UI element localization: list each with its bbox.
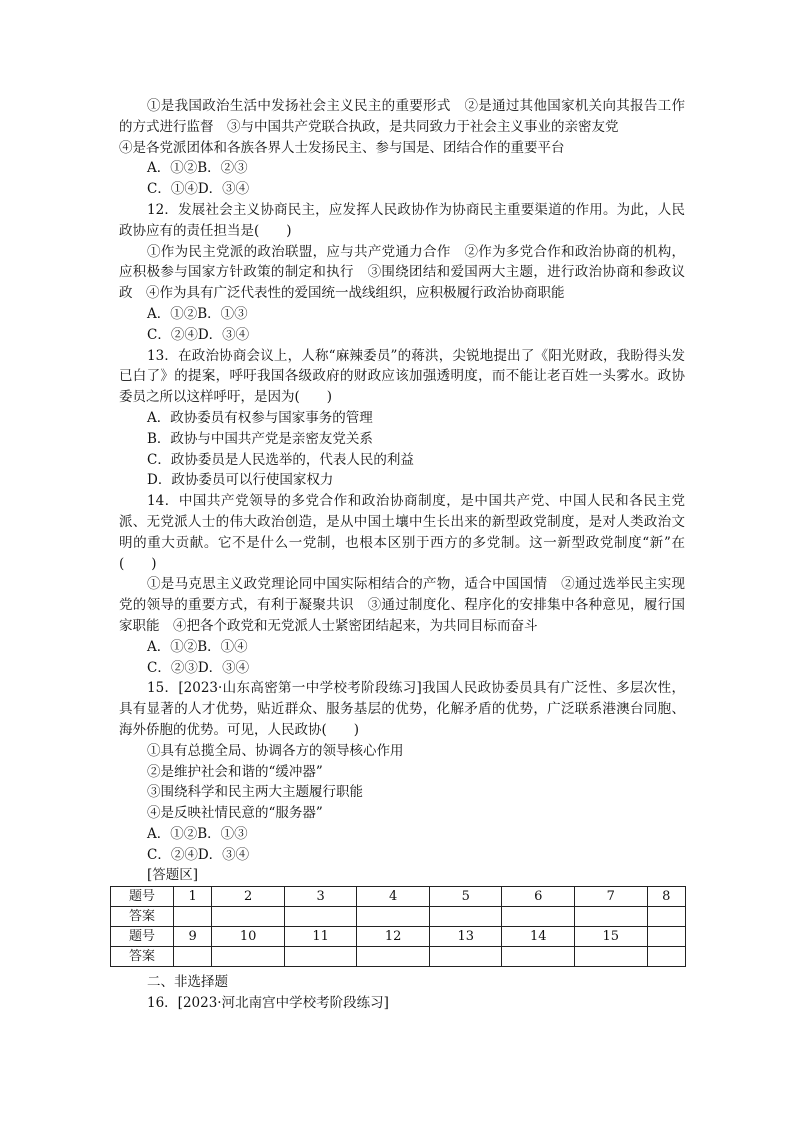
q14-statements: ①是马克思主义政党理论同中国实际相结合的产物，适合中国国情 ②通过选举民主实现党的领导的重要方式，有利于凝聚共识 ③通过制度化、程序化的安排集中各种意见，履行国家职能 ④把各个政党和无党派人士紧密团结起来，为共同目标而奋斗 [119,576,685,634]
answer-header: 答案 [111,947,174,967]
answer-cell[interactable] [647,907,685,927]
q14-options-ab: A．①②B．①④ [147,638,248,655]
answer-cell[interactable] [174,907,212,927]
question-number-cell: 8 [647,887,685,907]
answer-cell[interactable] [429,907,502,927]
answer-cell[interactable] [284,907,357,927]
q11-statement-4: ④是各党派团体和各族各界人士发扬民主、参与国是、团结合作的重要平台 [119,139,565,156]
question-number-cell: 12 [357,927,430,947]
answer-cell[interactable] [575,947,648,967]
q14-stem: 14．中国共产党领导的多党合作和政治协商制度，是中国共产党、中国人民和各民主党派、无党派人士的伟大政治创造，是从中国土壤中生长出来的新型政党制度，是对人类政治文明的重大贡献。它不是什么一党制，也根本区别于西方的多党制。这一新型政党制度“新”在( ) [119,493,685,572]
q11-options-ab: A．①②B．②③ [147,160,248,177]
q15-statement-4: ④是反映社情民意的“服务器” [147,805,323,822]
table-row [111,927,686,947]
question-number-cell: 7 [575,887,648,907]
q15-statement-3: ③围绕科学和民主两大主题履行职能 [147,784,363,801]
question-number-header: 题号 [111,887,174,907]
q13-option-b: B．政协与中国共产党是亲密友党关系 [147,430,373,447]
question-number-cell: 11 [284,927,357,947]
question-number-cell: 13 [429,927,502,947]
question-number-cell: 15 [575,927,648,947]
q15-options-ab: A．①②B．①③ [147,825,248,842]
table-row [111,947,686,967]
question-number-cell: 5 [429,887,502,907]
answer-header: 答案 [111,907,174,927]
q15-statement-2: ②是维护社会和谐的“缓冲器” [147,763,323,780]
q12-options-cd: C．②④D．③④ [147,326,250,343]
question-number-cell: 9 [174,927,212,947]
question-number-cell [647,927,685,947]
answer-cell[interactable] [429,947,502,967]
q13-option-a: A．政协委员有权参与国家事务的管理 [147,409,373,426]
question-number-cell: 1 [174,887,212,907]
answer-table [110,886,686,967]
q15-options-cd: C．②④D．③④ [147,846,250,863]
q11-statements: ①是我国政治生活中发扬社会主义民主的重要形式 ②是通过其他国家机关向其报告工作的方式进行监督 ③与中国共产党联合执政，是共同致力于社会主义事业的亲密友党 [119,98,685,135]
answer-cell[interactable] [502,947,575,967]
answer-cell[interactable] [575,907,648,927]
question-body [119,96,685,886]
q12-stem: 12．发展社会主义协商民主，应发挥人民政协作为协商民主重要渠道的作用。为此，人民政协应有的责任担当是( ) [119,201,685,239]
answer-cell[interactable] [357,947,430,967]
q13-stem: 13．在政治协商会议上，人称“麻辣委员”的蒋洪，尖锐地提出了《阳光财政，我盼得头发已白了》的提案，呼吁我国各级政府的财政应该加强透明度，而不能让老百姓一头雾水。政协委员之所以这样呼吁，是因为( ) [119,347,685,406]
section-title: 二、非选择题 [147,974,228,990]
question-number-cell: 14 [502,927,575,947]
q14-options-cd: C．②③D．③④ [147,659,250,676]
answer-area-label: [答题区] [147,867,199,884]
answer-cell[interactable] [212,947,285,967]
q12-statements: ①作为民主党派的政治联盟，应与共产党通力合作 ②作为多党合作和政治协商的机构，应积极参与国家方针政策的制定和执行 ③围绕团结和爱国两大主题，进行政治协商和参政议政 ④作为具有广泛代表性的爱国统一战线组织，应积极履行政治协商职能 [119,243,685,302]
question-number-cell: 2 [212,887,285,907]
q13-option-c: C．政协委员是人民选举的，代表人民的利益 [147,451,414,468]
table-row [111,887,686,907]
answer-cell[interactable] [647,947,685,967]
table-row [111,907,686,927]
answer-cell[interactable] [284,947,357,967]
q12-options-ab: A．①②B．①③ [147,305,248,322]
q15-statement-1: ①具有总揽全局、协调各方的领导核心作用 [147,742,404,759]
answer-cell[interactable] [174,947,212,967]
q15-stem: 15．[2023·山东高密第一中学校考阶段练习]我国人民政协委员具有广泛性、多层次性，具有显著的人才优势，贴近群众、服务基层的优势，化解矛盾的优势，广泛联系港澳台同胞、海外侨胞的优势。可见，人民政协( ) [119,680,685,738]
q16-stem: 16．[2023·河北南宫中学校考阶段练习] [147,994,389,1011]
question-number-cell: 3 [284,887,357,907]
answer-cell[interactable] [212,907,285,927]
q11-options-cd: C．①④D．③④ [147,181,250,198]
answer-cell[interactable] [357,907,430,927]
question-number-header: 题号 [111,927,174,947]
q13-option-d: D．政协委员可以行使国家权力 [147,472,334,489]
answer-cell[interactable] [502,907,575,927]
question-number-cell: 4 [357,887,430,907]
question-number-cell: 6 [502,887,575,907]
question-number-cell: 10 [212,927,285,947]
non-choice-section [119,972,685,1014]
